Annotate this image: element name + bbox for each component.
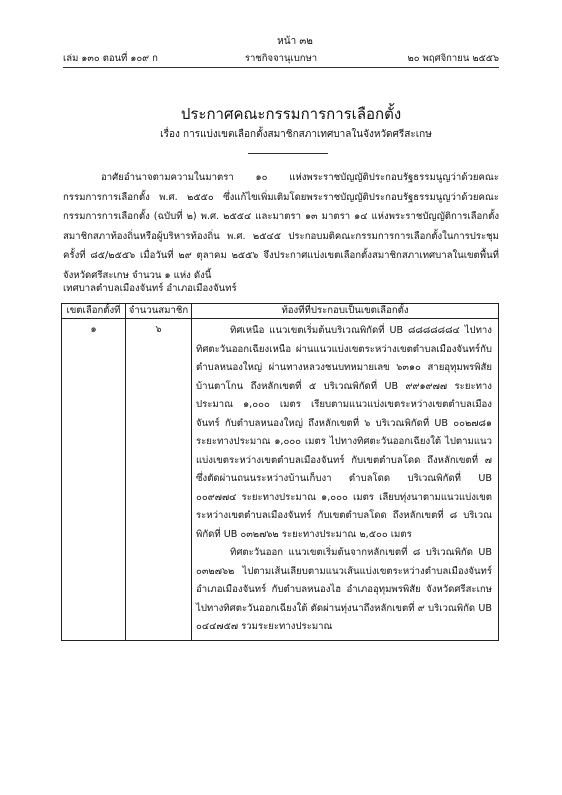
header-zone: เขตเลือกตั้งที่ bbox=[62, 304, 126, 319]
boundary-north: ทิศเหนือ แนวเขตเริ่มต้นบริเวณพิกัดที่ UB ๘๘๘๘๘๘๔ ไปทางทิศตะวันออกเฉียงเหนือ ผ่านแนวแบ่งเขตระหว่างเขตตำบลเมืองจันทร์กับตำบลหนองใหญ่ ผ่านทางหลวงชนบทหมายเลข ๖๓๑๐ สายอุทุมพรพิสัย บ้านตาโกน ถึงหลักเขตที่ ๕ บริเวณพิกัดที่ UB ๙๙๑๙๗๗ ระยะทางประมาณ ๑,๐๐๐ เมตร เรียบตามแนวแบ่งเขตระหว่างเขตตำบลเมืองจันทร์ กับตำบลหนองใหญ่ ถึงหลักเขตที่ ๖ บริเวณพิกัดที่ UB ๐๐๒๗๘๑ ระยะทางประมาณ ๑,๐๐๐ เมตร ไปทางทิศตะวันออกเฉียงใต้ ไปตามแนวแบ่งเขตระหว่างเขตตำบลเมืองจันทร์ กับเขตตำบลโดด ถึงหลักเขตที่ ๗ ซึ่งตัดผ่านถนนระหว่างบ้านเก็บงา ตำบลโดด บริเวณพิกัดที่ UB ๐๐๙๗๗๔ ระยะทางประมาณ ๑,๐๐๐ เมตร เลียบทุ่งนาตามแนวแบ่งเขตระหว่างเขตตำบลเมืองจันทร์ กับเขตตำบลโดด ถึงหลักเขตที่ ๘ บริเวณพิกัดที่ UB ๐๓๒๗๖๒ ระยะทางประมาณ ๒,๕๐๐ เมตร bbox=[196, 325, 492, 540]
member-count: ๖ bbox=[126, 319, 192, 641]
preamble-text: อาศัยอำนาจตามความในมาตรา ๑๐ แห่งพระราชบัญญัติประกอบรัฐธรรมนูญว่าด้วยคณะกรรมการการเลือกตั้ง พ.ศ. ๒๕๕๐ ซึ่งแก้ไขเพิ่มเติมโดยพระราชบัญญัติประกอบรัฐธรรมนูญว่าด้วยคณะกรรมการการเลือกตั้ง (ฉบับที่ ๒) พ.ศ. ๒๕๕๔ และมาตรา ๑๓ มาตรา ๑๔ แห่งพระราชบัญญัติการเลือกตั้งสมาชิกสภาท้องถิ่นหรือผู้บริหารท้องถิ่น พ.ศ. ๒๕๔๕ ประกอบมติคณะกรรมการการเลือกตั้งในการประชุมครั้งที่ ๘๕/๒๕๕๖ เมื่อวันที่ ๒๙ ตุลาคม ๒๕๕๖ จึงประกาศแบ่งเขตเลือกตั้งสมาชิกสภาเทศบาลในเขตพื้นที่จังหวัดศรีสะเกษ จำนวน ๑ แห่ง ดังนี้ bbox=[63, 172, 499, 281]
header-area: ท้องที่ที่ประกอบเป็นเขตเลือกตั้ง bbox=[192, 304, 499, 319]
gazette-name: ราชกิจจานุเบกษา bbox=[244, 53, 318, 64]
gazette-header bbox=[63, 51, 499, 65]
gazette-volume: เล่ม ๑๓๐ ตอนที่ ๑๐๙ ก bbox=[63, 53, 158, 64]
announcement-title: ประกาศคณะกรรมการการเลือกตั้ง bbox=[180, 105, 402, 123]
page-number: หน้า ๓๒ bbox=[277, 36, 313, 47]
table-row bbox=[62, 319, 499, 641]
header-divider bbox=[63, 67, 499, 68]
announcement-subject: เรื่อง การแบ่งเขตเลือกตั้งสมาชิกสภาเทศบาลในจังหวัดศรีสะเกษ bbox=[160, 129, 432, 140]
table-header-row bbox=[62, 304, 499, 319]
header-members: จำนวนสมาชิก bbox=[126, 304, 192, 319]
electoral-zone-table bbox=[61, 303, 499, 641]
zone-number: ๑ bbox=[62, 319, 126, 641]
boundary-description bbox=[192, 319, 499, 641]
district-heading: เทศบาลตำบลเมืองจันทร์ อำเภอเมืองจันทร์ bbox=[63, 283, 237, 294]
title-divider bbox=[248, 153, 328, 154]
gazette-date: ๒๐ พฤศจิกายน ๒๕๕๖ bbox=[407, 53, 499, 64]
preamble-paragraph bbox=[63, 168, 499, 285]
boundary-east: ทิศตะวันออก แนวเขตเริ่มต้นจากหลักเขตที่ ๘ บริเวณพิกัด UB ๐๓๒๗๖๒ ไปตามเส้นเลียบตามแนวเส้นแบ่งเขตระหว่างตำบลเมืองจันทร์ อำเภอเมืองจันทร์ กับตำบลหนองไฮ อำเภออุทุมพรพิสัย จังหวัดศรีสะเกษ ไปทางทิศตะวันออกเฉียงใต้ ตัดผ่านทุ่งนาถึงหลักเขตที่ ๙ บริเวณพิกัด UB ๐๔๔๗๕๗ รวมระยะทางประมาณ bbox=[196, 547, 492, 632]
